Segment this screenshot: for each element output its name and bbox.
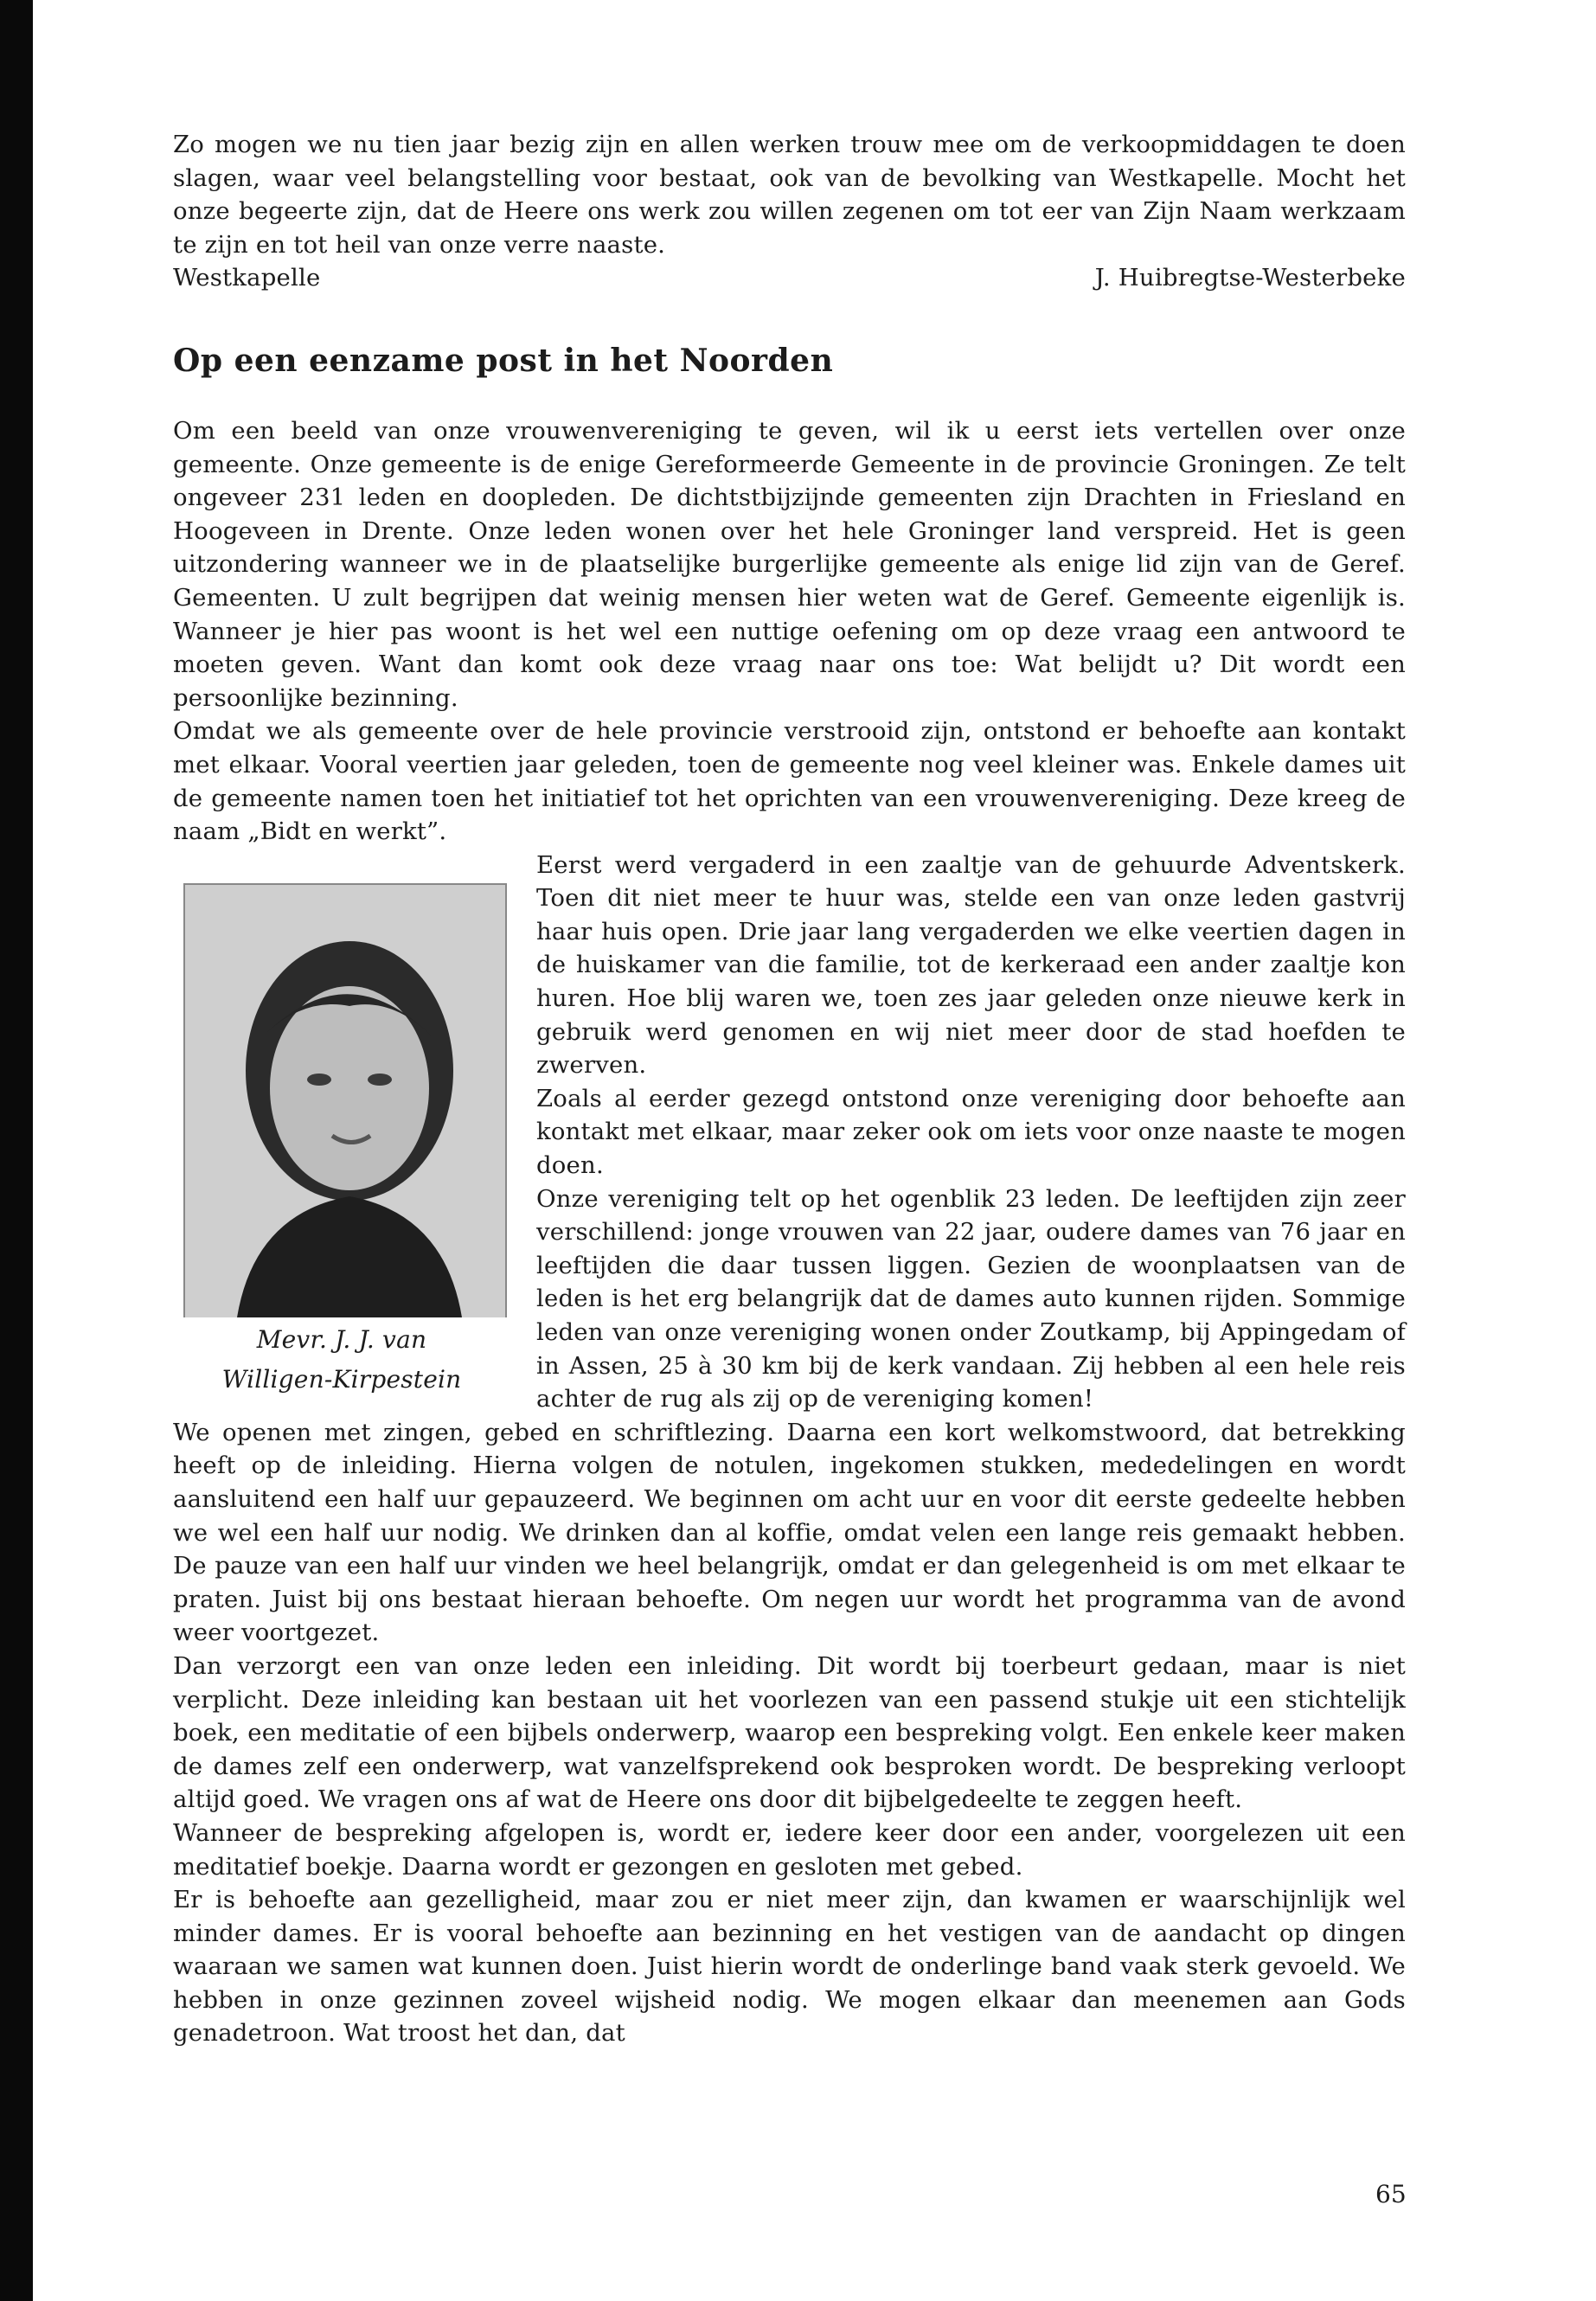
article-heading: Op een eenzame post in het Noorden [173,342,834,379]
page-body [173,128,1406,2050]
portrait-photo [183,883,507,1317]
article-paragraph: Onze vereniging telt op het ogenblik 23 leden. De leeftijden zijn zeer verschillend: jonge vrouwen van 22 jaar, oudere dames van 76 jaar en leeftijden die daar tussen liggen. Gezien de woonplaatsen van de leden is het erg belangrijk dat de dames auto kunnen rijden. Sommige leden van onze vereniging wonen onder Zoutkamp, bij Appingedam of in Assen, 25 à 30 km bij de kerk vandaan. Zij hebben al een hele reis achter de rug als zij op de vereniging komen! [536,1184,1406,1413]
portrait-caption-line2: Willigen-Kirpestein [221,1364,462,1394]
portrait-caption-line1: Mevr. J. J. van [256,1324,427,1354]
binding-edge [0,0,33,2301]
signature-author: J. Huibregtse-Westerbeke [1094,264,1406,292]
article-paragraph: Eerst werd vergaderd in een zaaltje van de gehuurde Adventskerk. Toen dit niet meer te huur was, stelde een van onze leden gastvrij haar huis open. Drie jaar lang vergaderden we elke veertien dagen in de huiskamer van die familie, tot de kerkeraad een ander zaaltje kon huren. Hoe blij waren we, toen zes jaar geleden onze nieuwe kerk in gebruik werd genomen en wij niet meer door de stad hoefden te zwerven. [536,850,1406,1080]
portrait-figure [173,883,510,1397]
page-number: 65 [1375,2180,1407,2208]
intro-paragraph: Zo mogen we nu tien jaar bezig zijn en allen werken trouw mee om de verkoopmiddagen te doen slagen, waar veel belangstelling voor bestaat, ook van de bevolking van Westkapelle. Mocht het onze begeerte zijn, dat de Heere ons werk zou willen zegenen om tot eer van Zijn Naam werkzaam te zijn en tot heil van onze verre naaste. [173,131,1406,259]
article-paragraph: We openen met zingen, gebed en schriftlezing. Daarna een kort welkomstwoord, dat betrekking heeft op de inleiding. Hierna volgen de notulen, ingekomen stukken, mededelingen en wordt aansluitend een half uur gepauzeerd. We beginnen om acht uur en voor dit eerste gedeelte hebben we wel een half uur nodig. We drinken dan al koffie, omdat velen een lange reis gemaakt hebben. De pauze van een half uur vinden we heel belangrijk, omdat er dan gelegenheid is om met elkaar te praten. Juist bij ons bestaat hieraan behoefte. Om negen uur wordt het programma van de avond weer voortgezet. [173,1418,1406,1647]
article-paragraph: Om een beeld van onze vrouwenvereniging te geven, wil ik u eerst iets vertellen over onze gemeente. Onze gemeente is de enige Gereformeerde Gemeente in de provincie Groningen. Ze telt ongeveer 231 leden en doopleden. De dichtstbijzijnde gemeenten zijn Drachten in Friesland en Hoogeveen in Drente. Onze leden wonen over het hele Groninger land verspreid. Het is geen uitzondering wanneer we in de plaatselijke burgerlijke gemeente als enige lid zijn van de Geref. Gemeenten. U zult begrijpen dat weinig mensen hier weten wat de Geref. Gemeente eigenlijk is. Wanneer je hier pas woont is het wel een nuttige oefening om op deze vraag een antwoord te moeten geven. Want dan komt ook deze vraag naar ons toe: Wat belijdt u? Dit wordt een persoonlijke bezinning. [173,416,1406,712]
article-paragraph: Zoals al eerder gezegd ontstond onze vereniging door behoefte aan kontakt met elkaar, maar zeker ook om iets voor onze naaste te mogen doen. [536,1084,1406,1180]
article-paragraph: Er is behoefte aan gezelligheid, maar zou er niet meer zijn, dan kwamen er waarschijnlijk wel minder dames. Er is vooral behoefte aan bezinning en het vestigen van de aandacht op dingen waaraan we samen wat kunnen doen. Juist hierin wordt de onderlinge band vaak sterk gevoeld. We hebben in onze gezinnen zoveel wijsheid nodig. We mogen elkaar dan meenemen aan Gods genadetroon. Wat troost het dan, dat [173,1886,1406,2048]
intro-signature [173,261,1406,295]
article-paragraph: Omdat we als gemeente over de hele provincie verstrooid zijn, ontstond er behoefte aan kontakt met elkaar. Vooral veertien jaar geleden, toen de gemeente nog veel kleiner was. Enkele dames uit de gemeente namen toen het initiatief tot het oprichten van een vrouwenvereniging. Deze kreeg de naam „Bidt en werkt”. [173,717,1406,846]
signature-place: Westkapelle [173,264,321,292]
article-paragraph: Dan verzorgt een van onze leden een inleiding. Dit wordt bij toerbeurt gedaan, maar is niet verplicht. Deze inleiding kan bestaan uit het voorlezen van een passend stukje uit een stichtelijk boek, een meditatie of een bijbels onderwerp, waarop een bespreking volgt. Een enkele keer maken de dames zelf een onderwerp, wat vanzelfsprekend ook besproken wordt. De bespreking verloopt altijd goed. We vragen ons af wat de Heere ons door dit bijbelgedeelte te zeggen heeft. [173,1651,1406,1814]
portrait-image [185,885,505,1317]
article-paragraph: Wanneer de bespreking afgelopen is, wordt er, iedere keer door een ander, voorgelezen uit een meditatief boekje. Daarna wordt er gezongen en gesloten met gebed. [173,1818,1406,1881]
